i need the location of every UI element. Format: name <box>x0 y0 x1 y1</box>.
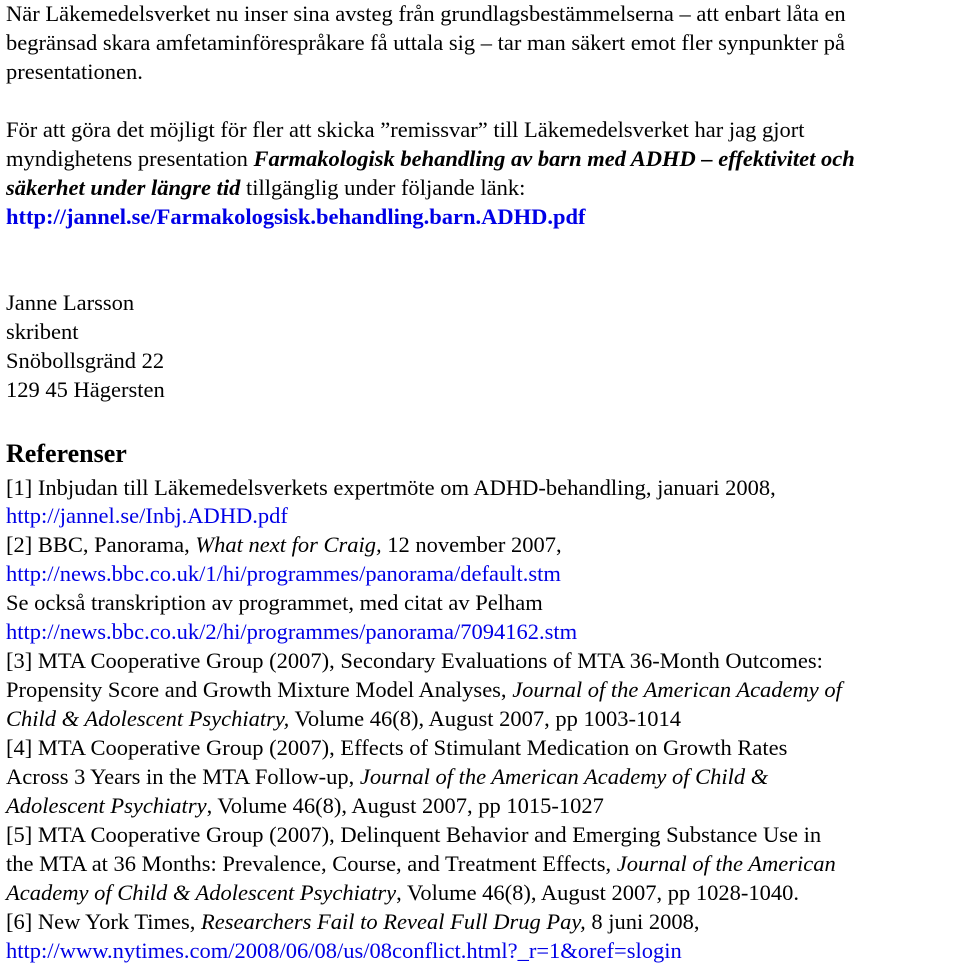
ref-4-line-3 <box>6 792 604 820</box>
ref-4-line-2-text: Across 3 Years in the MTA Follow-up, <box>6 764 360 789</box>
ref-5-journal: Journal of the American <box>616 851 836 876</box>
ref-4-journal: Journal of the American Academy of Child & <box>359 764 769 789</box>
presentation-title: Farmakologisk behandling av barn med ADHD – effektivitet och <box>253 146 855 171</box>
remiss-line-3-text: tillgänglig under följande länk: <box>240 175 526 200</box>
remiss-line-2 <box>6 145 855 173</box>
ref-6-title: Researchers Fail to Reveal Full Drug Pay, <box>201 909 586 934</box>
references-heading: Referenser <box>6 439 127 468</box>
ref-3-journal-cont: Child & Adolescent Psychiatry, <box>6 706 290 731</box>
ref-1-text: [1] Inbjudan till Läkemedelsverkets expertmöte om ADHD-behandling, januari 2008, <box>6 475 776 500</box>
ref-5-journal-cont: Academy of Child & Adolescent Psychiatry <box>6 880 397 905</box>
ref-2-link[interactable]: http://news.bbc.co.uk/1/hi/programmes/panorama/default.stm <box>6 561 561 586</box>
ref-3-line-3 <box>6 705 681 733</box>
ref-3-line-3-text: Volume 46(8), August 2007, pp 1003-1014 <box>289 706 681 731</box>
ref-4-journal-cont: Adolescent Psychiatry <box>6 793 207 818</box>
presentation-title-cont: säkerhet under längre tid <box>6 175 241 200</box>
intro-line-1: När Läkemedelsverket nu inser sina avsteg från grundlagsbestämmelserna – att enbart låta en <box>6 1 846 26</box>
signature-city: 129 45 Hägersten <box>6 377 165 402</box>
ref-4-line-2 <box>6 763 768 791</box>
signature-street: Snöbollsgränd 22 <box>6 348 165 373</box>
ref-3-line-2 <box>6 676 842 704</box>
ref-2-text <box>6 531 562 559</box>
remiss-line-3 <box>6 174 525 202</box>
ref-5-line-3 <box>6 879 799 907</box>
presentation-link[interactable]: http://jannel.se/Farmakologsisk.behandling.barn.ADHD.pdf <box>6 204 586 229</box>
ref-5-line-2-text: the MTA at 36 Months: Prevalence, Course, and Treatment Effects, <box>6 851 617 876</box>
remiss-line-2-text: myndighetens presentation <box>6 146 254 171</box>
ref-5-line-2 <box>6 850 836 878</box>
ref-6-link[interactable]: http://www.nytimes.com/2008/06/08/us/08conflict.html?_r=1&oref=slogin <box>6 938 682 963</box>
ref-3-journal: Journal of the American Academy of <box>512 677 842 702</box>
ref-2-note: Se också transkription av programmet, med citat av Pelham <box>6 590 543 615</box>
intro-line-3: presentationen. <box>6 59 143 84</box>
ref-2-pre: [2] BBC, Panorama, <box>6 532 196 557</box>
ref-6-pre: [6] New York Times, <box>6 909 202 934</box>
ref-3-line-2-text: Propensity Score and Growth Mixture Model Analyses, <box>6 677 513 702</box>
ref-3-line-1: [3] MTA Cooperative Group (2007), Secondary Evaluations of MTA 36-Month Outcomes: <box>6 648 823 673</box>
ref-2-post: 12 november 2007, <box>381 532 562 557</box>
intro-line-2: begränsad skara amfetaminförespråkare få uttala sig – tar man säkert emot fler synpunkter på <box>6 30 846 55</box>
ref-4-line-1: [4] MTA Cooperative Group (2007), Effects of Stimulant Medication on Growth Rates <box>6 735 788 760</box>
ref-2-title: What next for Craig, <box>195 532 382 557</box>
ref-5-line-3-text: , Volume 46(8), August 2007, pp 1028-1040. <box>396 880 800 905</box>
ref-2-link-2[interactable]: http://news.bbc.co.uk/2/hi/programmes/panorama/7094162.stm <box>6 619 578 644</box>
ref-4-line-3-text: , Volume 46(8), August 2007, pp 1015-1027 <box>206 793 604 818</box>
remiss-line-1: För att göra det möjligt för fler att skicka ”remissvar” till Läkemedelsverket har jag gjort <box>6 117 805 142</box>
signature-role: skribent <box>6 319 79 344</box>
ref-6-post: 8 juni 2008, <box>585 909 700 934</box>
signature-name: Janne Larsson <box>6 290 135 315</box>
ref-5-line-1: [5] MTA Cooperative Group (2007), Delinquent Behavior and Emerging Substance Use in <box>6 822 822 847</box>
ref-6-text <box>6 908 700 936</box>
ref-1-link[interactable]: http://jannel.se/Inbj.ADHD.pdf <box>6 503 288 528</box>
